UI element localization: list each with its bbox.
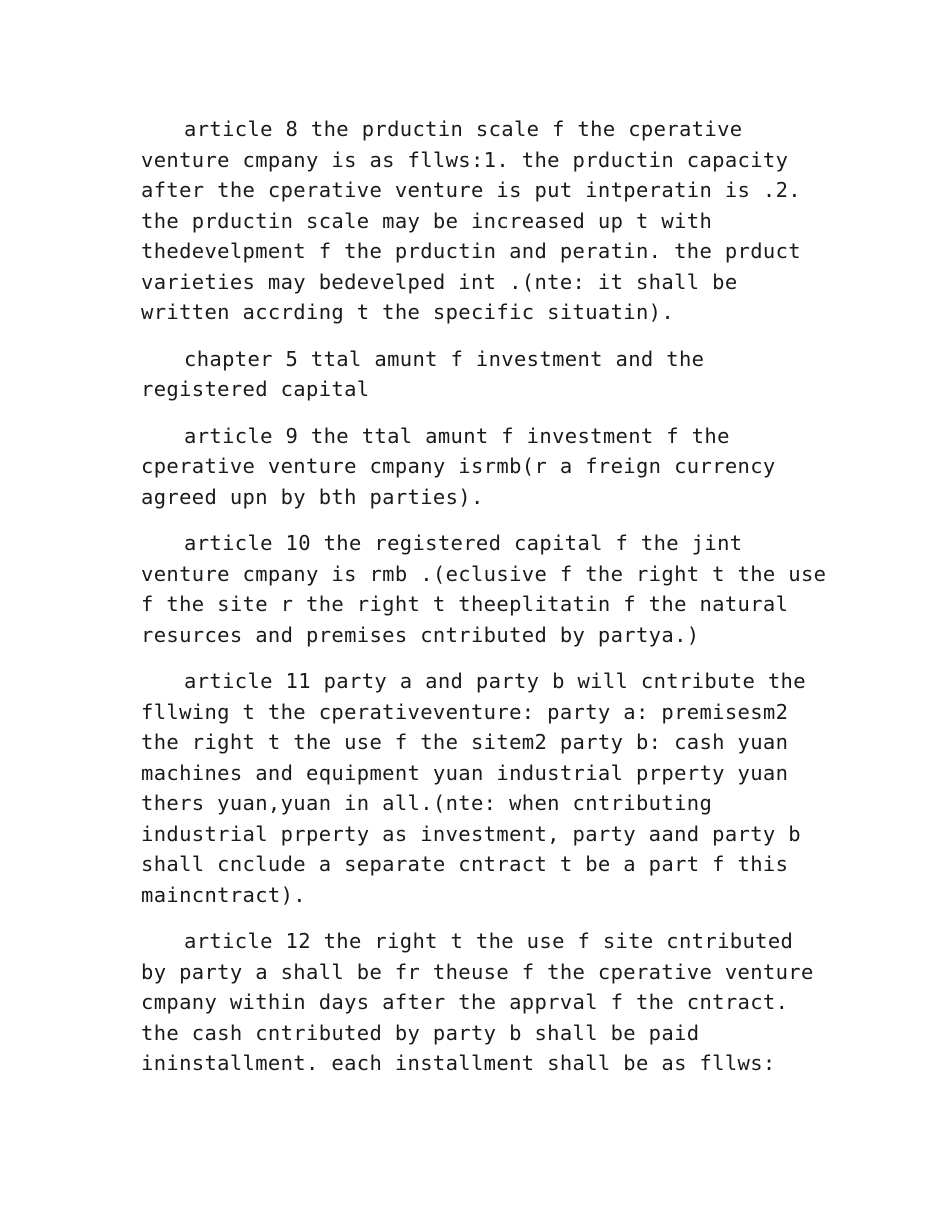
text-line: article 12 the right t the use f site cntributed — [184, 929, 794, 953]
text-line: article 9 the ttal amunt f investment f the — [184, 423, 730, 448]
text-line: thedevelpment f the prductin and peratin. the prduct — [141, 239, 801, 263]
text-line: venture cmpany is rmb .(eclusive f the right t the use — [141, 561, 827, 586]
text-line: article 11 party a and party b will cntribute the — [184, 669, 806, 693]
text-line: after the cperative venture is put intperatin is .2. — [141, 178, 801, 202]
text-line: resurces and premises cntributed by partya.) — [141, 622, 700, 647]
text-line: maincntract). — [141, 882, 306, 907]
text-line: machines and equipment yuan industrial prperty yuan — [141, 760, 789, 785]
text-line: shall cnclude a separate cntract t be a part f this — [141, 852, 789, 876]
paragraph-article-8 — [141, 114, 821, 328]
text-line: by party a shall be fr theuse f the cperative venture — [141, 959, 814, 984]
paragraph-article-12 — [141, 926, 821, 1079]
paragraph-article-11 — [141, 666, 821, 910]
text-line: article 10 the registered capital f the jint — [184, 531, 743, 555]
text-line: chapter 5 ttal amunt f investment and the — [184, 346, 705, 371]
text-line: the right t the use f the sitem2 party b: cash yuan — [141, 730, 789, 754]
text-line: cperative venture cmpany isrmb(r a freign currency — [141, 454, 776, 478]
text-line: venture cmpany is as fllws:1. the prductin capacity — [141, 147, 789, 172]
text-line: the cash cntributed by party b shall be paid — [141, 1020, 700, 1045]
paragraph-article-9 — [141, 421, 821, 513]
text-line: registered capital — [141, 377, 370, 401]
paragraph-article-10 — [141, 528, 827, 650]
text-line: written accrding t the specific situatin). — [141, 300, 675, 324]
document-body — [141, 114, 827, 1095]
text-line: article 8 the prductin scale f the cperative — [184, 117, 743, 141]
text-line: f the site r the right t theeplitatin f the natural — [141, 592, 789, 616]
text-line: cmpany within days after the apprval f the cntract. — [141, 990, 789, 1014]
text-line: industrial prperty as investment, party aand party b — [141, 821, 801, 846]
paragraph-chapter-5-heading — [141, 344, 821, 405]
text-line: fllwing t the cperativeventure: party a: premisesm2 — [141, 699, 789, 724]
text-line: ininstallment. each installment shall be as fllws: — [141, 1051, 776, 1075]
text-line: varieties may bedevelped int .(nte: it shall be — [141, 269, 738, 294]
text-line: thers yuan,yuan in all.(nte: when cntributing — [141, 791, 713, 815]
text-line: the prductin scale may be increased up t with — [141, 208, 713, 233]
text-line: agreed upn by bth parties). — [141, 484, 484, 509]
